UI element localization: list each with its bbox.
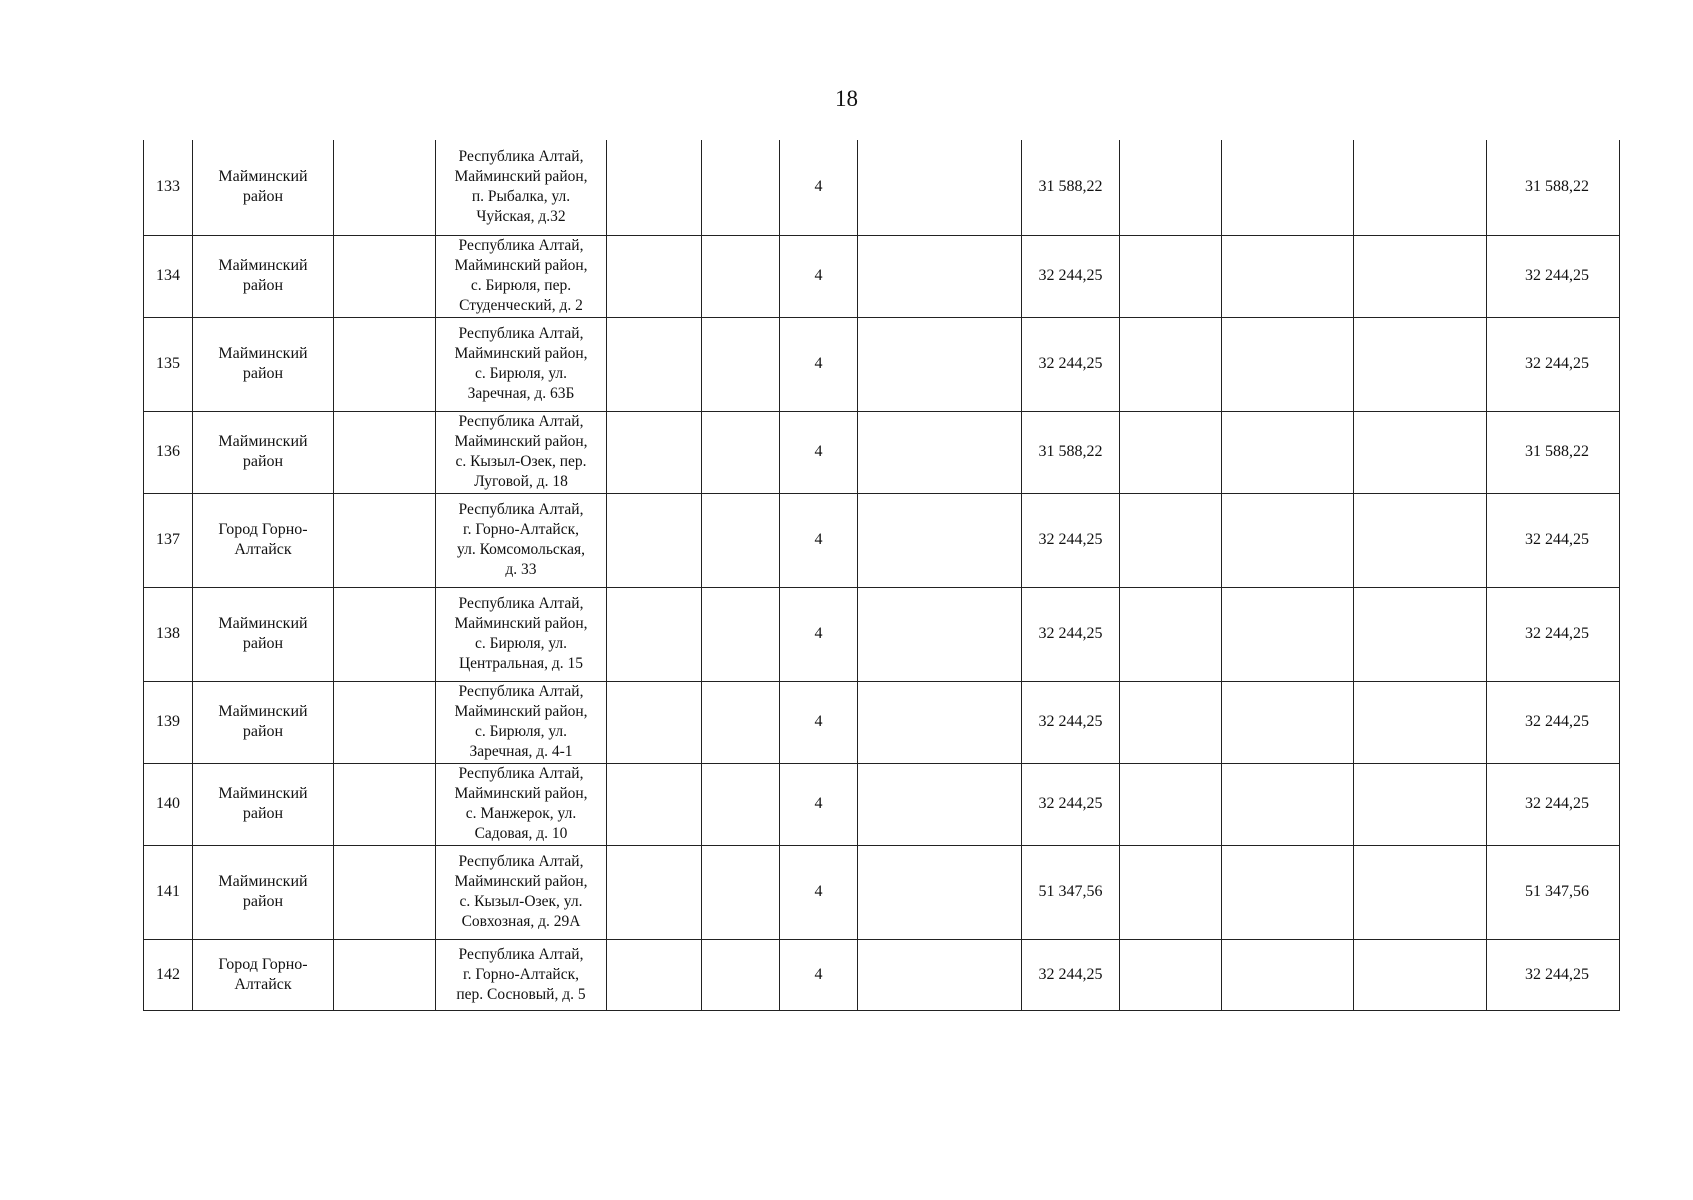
- empty-cell: [1354, 317, 1487, 411]
- table-row: [144, 235, 1620, 317]
- empty-cell: [334, 140, 436, 235]
- total-cell: 32 244,25: [1487, 317, 1620, 411]
- count-cell: 4: [780, 681, 858, 763]
- empty-cell: [702, 845, 780, 939]
- empty-cell: [334, 939, 436, 1010]
- table-row: [144, 587, 1620, 681]
- district-cell: Город Горно- Алтайск: [193, 493, 334, 587]
- amount-cell: 32 244,25: [1022, 493, 1120, 587]
- count-cell: 4: [780, 845, 858, 939]
- empty-cell: [1120, 317, 1222, 411]
- address-cell: Республика Алтай, Майминский район, с. Бирюля, пер. Студенческий, д. 2: [436, 235, 607, 317]
- empty-cell: [1222, 763, 1354, 845]
- empty-cell: [1354, 411, 1487, 493]
- empty-cell: [858, 587, 1022, 681]
- table-row: [144, 939, 1620, 1010]
- amount-cell: 31 588,22: [1022, 411, 1120, 493]
- empty-cell: [1120, 681, 1222, 763]
- empty-cell: [1354, 763, 1487, 845]
- address-cell: Республика Алтай, Майминский район, с. Бирюля, ул. Заречная, д. 63Б: [436, 317, 607, 411]
- empty-cell: [334, 681, 436, 763]
- empty-cell: [1222, 317, 1354, 411]
- empty-cell: [607, 681, 702, 763]
- address-cell: Республика Алтай, г. Горно-Алтайск, пер. Сосновый, д. 5: [436, 939, 607, 1010]
- empty-cell: [1120, 411, 1222, 493]
- table-row: [144, 317, 1620, 411]
- empty-cell: [858, 681, 1022, 763]
- empty-cell: [334, 587, 436, 681]
- empty-cell: [334, 763, 436, 845]
- empty-cell: [702, 411, 780, 493]
- empty-cell: [858, 235, 1022, 317]
- empty-cell: [607, 493, 702, 587]
- total-cell: 31 588,22: [1487, 140, 1620, 235]
- district-cell: Майминский район: [193, 140, 334, 235]
- district-cell: Майминский район: [193, 235, 334, 317]
- empty-cell: [607, 235, 702, 317]
- empty-cell: [334, 235, 436, 317]
- count-cell: 4: [780, 235, 858, 317]
- empty-cell: [702, 235, 780, 317]
- count-cell: 4: [780, 317, 858, 411]
- empty-cell: [607, 411, 702, 493]
- row-number: 141: [144, 845, 193, 939]
- empty-cell: [702, 587, 780, 681]
- empty-cell: [1222, 587, 1354, 681]
- empty-cell: [702, 939, 780, 1010]
- row-number: 135: [144, 317, 193, 411]
- address-cell: Республика Алтай, Майминский район, с. Бирюля, ул. Заречная, д. 4-1: [436, 681, 607, 763]
- row-number: 137: [144, 493, 193, 587]
- empty-cell: [1222, 939, 1354, 1010]
- district-cell: Майминский район: [193, 845, 334, 939]
- address-cell: Республика Алтай, Майминский район, с. Бирюля, ул. Центральная, д. 15: [436, 587, 607, 681]
- table-row: [144, 493, 1620, 587]
- empty-cell: [1354, 140, 1487, 235]
- empty-cell: [1222, 235, 1354, 317]
- empty-cell: [334, 493, 436, 587]
- district-cell: Майминский район: [193, 411, 334, 493]
- empty-cell: [1120, 140, 1222, 235]
- empty-cell: [858, 411, 1022, 493]
- empty-cell: [1120, 587, 1222, 681]
- address-cell: Республика Алтай, Майминский район, с. Манжерок, ул. Садовая, д. 10: [436, 763, 607, 845]
- row-number: 142: [144, 939, 193, 1010]
- table-row: [144, 140, 1620, 235]
- empty-cell: [1222, 681, 1354, 763]
- amount-cell: 32 244,25: [1022, 681, 1120, 763]
- empty-cell: [702, 317, 780, 411]
- district-cell: Майминский район: [193, 317, 334, 411]
- row-number: 134: [144, 235, 193, 317]
- empty-cell: [858, 939, 1022, 1010]
- empty-cell: [1120, 939, 1222, 1010]
- count-cell: 4: [780, 939, 858, 1010]
- district-cell: Город Горно- Алтайск: [193, 939, 334, 1010]
- district-cell: Майминский район: [193, 587, 334, 681]
- empty-cell: [607, 587, 702, 681]
- total-cell: 51 347,56: [1487, 845, 1620, 939]
- empty-cell: [702, 140, 780, 235]
- amount-cell: 51 347,56: [1022, 845, 1120, 939]
- empty-cell: [1120, 235, 1222, 317]
- amount-cell: 32 244,25: [1022, 763, 1120, 845]
- empty-cell: [1354, 235, 1487, 317]
- address-cell: Республика Алтай, Майминский район, с. Кызыл-Озек, ул. Совхозная, д. 29А: [436, 845, 607, 939]
- empty-cell: [607, 140, 702, 235]
- empty-cell: [607, 763, 702, 845]
- empty-cell: [1120, 493, 1222, 587]
- table-row: [144, 763, 1620, 845]
- amount-cell: 32 244,25: [1022, 317, 1120, 411]
- empty-cell: [1354, 681, 1487, 763]
- empty-cell: [1222, 493, 1354, 587]
- total-cell: 32 244,25: [1487, 939, 1620, 1010]
- page-number: 18: [835, 86, 858, 111]
- amount-cell: 32 244,25: [1022, 587, 1120, 681]
- empty-cell: [1354, 939, 1487, 1010]
- table-row: [144, 411, 1620, 493]
- count-cell: 4: [780, 493, 858, 587]
- empty-cell: [702, 493, 780, 587]
- empty-cell: [607, 317, 702, 411]
- empty-cell: [858, 763, 1022, 845]
- total-cell: 31 588,22: [1487, 411, 1620, 493]
- district-cell: Майминский район: [193, 681, 334, 763]
- empty-cell: [858, 140, 1022, 235]
- empty-cell: [858, 317, 1022, 411]
- total-cell: 32 244,25: [1487, 493, 1620, 587]
- empty-cell: [1120, 763, 1222, 845]
- address-cell: Республика Алтай, Майминский район, с. Кызыл-Озек, пер. Луговой, д. 18: [436, 411, 607, 493]
- address-cell: Республика Алтай, Майминский район, п. Рыбалка, ул. Чуйская, д.32: [436, 140, 607, 235]
- count-cell: 4: [780, 587, 858, 681]
- total-cell: 32 244,25: [1487, 763, 1620, 845]
- count-cell: 4: [780, 140, 858, 235]
- count-cell: 4: [780, 411, 858, 493]
- empty-cell: [1354, 845, 1487, 939]
- row-number: 139: [144, 681, 193, 763]
- empty-cell: [1354, 587, 1487, 681]
- empty-cell: [1222, 140, 1354, 235]
- empty-cell: [702, 763, 780, 845]
- empty-cell: [334, 411, 436, 493]
- empty-cell: [334, 845, 436, 939]
- row-number: 138: [144, 587, 193, 681]
- empty-cell: [607, 939, 702, 1010]
- address-cell: Республика Алтай, г. Горно-Алтайск, ул. Комсомольская, д. 33: [436, 493, 607, 587]
- table-row: [144, 845, 1620, 939]
- amount-cell: 32 244,25: [1022, 235, 1120, 317]
- amount-cell: 31 588,22: [1022, 140, 1120, 235]
- amount-cell: 32 244,25: [1022, 939, 1120, 1010]
- row-number: 140: [144, 763, 193, 845]
- registry-table: [143, 140, 1620, 1011]
- total-cell: 32 244,25: [1487, 235, 1620, 317]
- empty-cell: [1354, 493, 1487, 587]
- district-cell: Майминский район: [193, 763, 334, 845]
- empty-cell: [334, 317, 436, 411]
- empty-cell: [1222, 845, 1354, 939]
- empty-cell: [1120, 845, 1222, 939]
- row-number: 133: [144, 140, 193, 235]
- table-row: [144, 681, 1620, 763]
- empty-cell: [1222, 411, 1354, 493]
- total-cell: 32 244,25: [1487, 681, 1620, 763]
- count-cell: 4: [780, 763, 858, 845]
- empty-cell: [607, 845, 702, 939]
- empty-cell: [858, 493, 1022, 587]
- empty-cell: [858, 845, 1022, 939]
- row-number: 136: [144, 411, 193, 493]
- total-cell: 32 244,25: [1487, 587, 1620, 681]
- empty-cell: [702, 681, 780, 763]
